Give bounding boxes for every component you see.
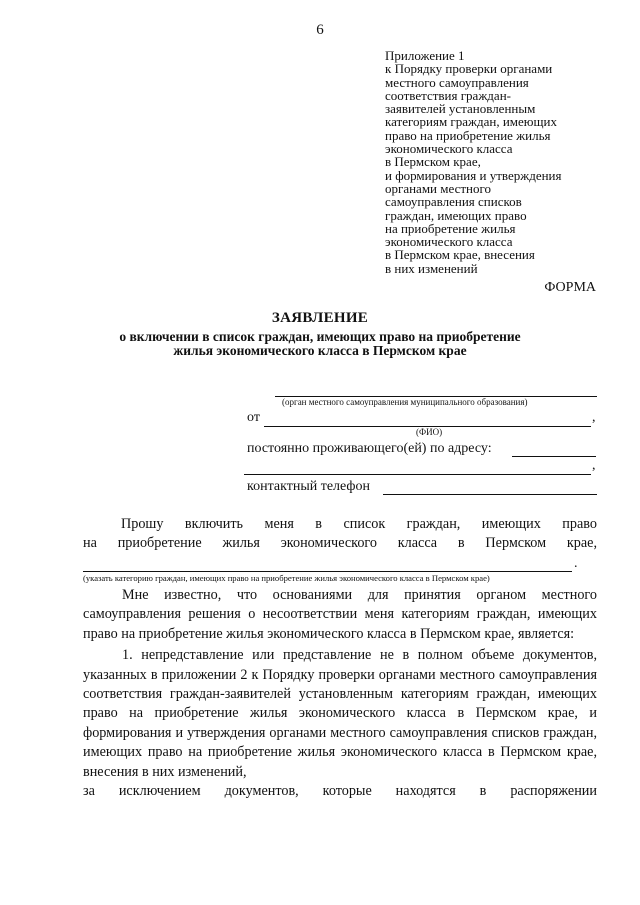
subtitle-line: жилья экономического класса в Пермском крае [173, 343, 467, 358]
appendix-line: местного самоуправления [385, 74, 529, 90]
subtitle-line: о включении в список граждан, имеющих право на приобретение [119, 329, 521, 344]
address-input-line-2[interactable] [244, 474, 591, 475]
request-line: на приобретение жилья экономического класса в Пермском крае, [83, 535, 597, 552]
appendix-line: в них изменений [385, 260, 478, 276]
category-period: . [574, 556, 578, 571]
request-text [83, 515, 597, 554]
from-label: от [247, 410, 260, 425]
appendix-line: граждан, имеющих право [385, 207, 527, 223]
fio-comma: , [592, 410, 596, 425]
form-label: ФОРМА [544, 280, 596, 295]
appendix-line: категориям граждан, имеющих [385, 114, 557, 130]
appendix-line: соответствия граждан- [385, 87, 511, 103]
appendix-line: право на приобретение жилья [385, 127, 551, 143]
appendix-line: экономического класса [385, 234, 513, 250]
address-comma: , [592, 458, 596, 473]
residence-label: постоянно проживающего(ей) по адресу: [247, 441, 492, 456]
category-input-line[interactable] [83, 571, 572, 572]
appendix-line: Приложение 1 [385, 48, 465, 63]
appendix-line: экономического класса [385, 141, 513, 157]
paragraph: 1. непредставление или представление не в полном объеме документов, указанных в приложении 2 к Порядку проверки органами местного самоуправления соответствия граждан-заявителей установленным категориям граждан, имеющих право на приобретение жилья экономического класса в Пермском крае, и формирования и утверждения органами местного самоуправления списков граждан, имеющих право на приобретение жилья экономического класса в Пермском крае, внесения в них изменений, [83, 647, 597, 780]
appendix-line: на приобретение жилья [385, 220, 516, 236]
page-number: 6 [316, 22, 324, 38]
category-caption: (указать категорию граждан, имеющих право на приобретение жилья экономического класса в Пермском крае) [83, 573, 490, 583]
document-title: ЗАЯВЛЕНИЕ [271, 310, 369, 326]
appendix-line: органами местного [385, 180, 491, 196]
appendix-header [385, 49, 625, 275]
paragraph-last-line: за исключением документов, которые находятся в распоряжении [83, 783, 597, 800]
request-line: Прошу включить меня в список граждан, имеющих право [121, 516, 597, 532]
main-text [83, 586, 597, 801]
appendix-line: заявителей установленным [385, 101, 536, 117]
appendix-line: и формирования и утверждения [385, 167, 562, 183]
address-input-line-1[interactable] [512, 456, 596, 457]
fio-caption: (ФИО) [416, 427, 443, 437]
appendix-line: в Пермском крае, [385, 154, 481, 170]
paragraph: Мне известно, что основаниями для принятия органом местного самоуправления решения о несоответствии меня категориям граждан, имеющих право на приобретение жилья экономического класса в Пермском крае, является: [83, 587, 597, 642]
appendix-line: в Пермском крае, внесения [385, 247, 535, 263]
authority-caption: (орган местного самоуправления муниципального образования) [282, 397, 528, 407]
document-subtitle [60, 330, 580, 358]
appendix-line: к Порядку проверки органами [385, 61, 553, 77]
phone-input-line[interactable] [383, 494, 597, 495]
phone-label: контактный телефон [247, 479, 370, 494]
appendix-line: самоуправления списков [385, 194, 522, 210]
